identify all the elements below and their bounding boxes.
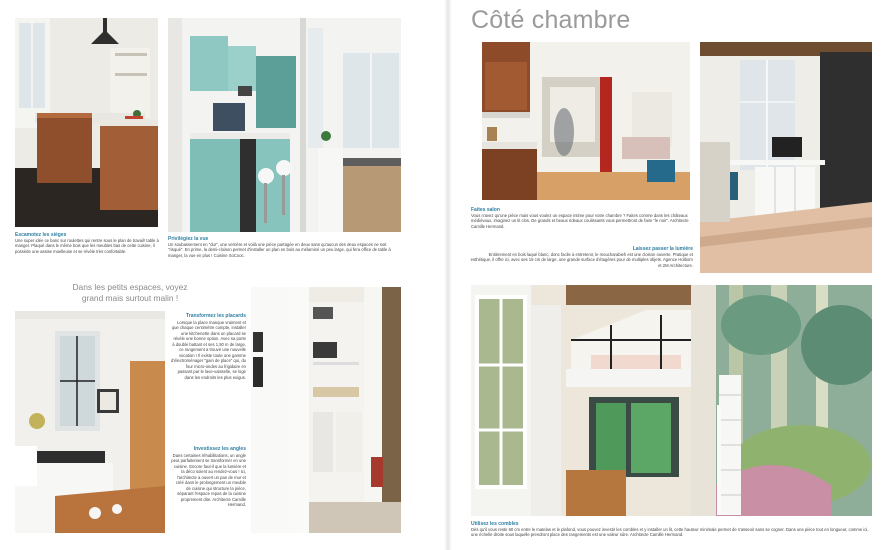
caption-text-escamoter: Une super idée ce banc sur roulettes qui rentre sous le plan de travail! table à manger. Plaqué dans le même bois que les meubles bas de cette cuisine, il possède une assise moelleuse et se révèle très confortable. <box>15 238 159 254</box>
caption-text-investir: Dans certaines réhabilitations, un angle peut parfaitement se transformer en une cuisine. Encore faut-il que la lumière et la déco soient au rendez-vous ! Ici, l'architecte a ouvert un pan de mur et créé dans le prolongement un meuble de cuisine qui structure la pièce, séparant l'espace repas de la cuisine proprement dite. Architecte Camille Hermand. <box>171 453 246 508</box>
photo-closet-kitchenette <box>251 287 401 533</box>
photo-loft-mural <box>471 285 872 516</box>
caption-title-utiliser: Utilisez les combles <box>471 521 519 527</box>
page-gutter <box>444 0 452 550</box>
caption-text-utiliser: Dès qu'il vous reste 60 cm entre le matelas et le plafond, vous pouvez investir les combles et y installer un lit, cette hauteur minimale permet de s'asseoir sans se cogner. Dans une pièce tout en longueur, comme ici, une échelle droite sous laquelle prendront place des rangements est une valeur sûre. Architecte Camille Hermand. <box>471 527 869 538</box>
caption-title-faites: Faites salon <box>471 207 500 213</box>
photo-corner-kitchen <box>15 311 165 533</box>
caption-text-transformer: Lorsque la place manque vraiment et que chaque centimètre compte, installer une kitchenette dans un placard se révèle une bonne option. Avec sa porte à double battant et ses 1,50 m de large, ce rangement a trouvé une nouvelle vocation ! Il existe toute une gamme d'électroménager "gain de place" qui, du four micro-ondes au frigidaire en passant par le lave-vaisselle, se loge dans les endroits les plus exigus. <box>170 320 246 380</box>
photo-teal-kitchen <box>168 18 401 232</box>
caption-title-laissez: Laissez passer la lumière <box>632 246 693 252</box>
caption-text-laissez: Entièrement en bois laqué blanc, donc facile à entretenir, le moucharabieh est une cloison ouverte. Pratique et esthétique, il offre ici, avec ses 15 cm de large, une grande surface d'étagères pour de multiples objets. Agence Holborn et 2M Architecture. <box>470 252 693 268</box>
caption-title-privilegier: Privilégiez la vue <box>168 236 209 242</box>
caption-text-privilegier: Un soubassement en "dur", une verrière et voilà une pièce partagée en deux sans qu'aucun des deux espaces ne soit "risqué". En prime, la demi-cloison permet d'installer un plan en bois au mélaminé un peu large, qui fera office de table à manger, la vue en plus ! Cuisine SoCooc. <box>168 242 391 258</box>
caption-text-faites: Vous n'avez qu'une pièce mais vous voulez un espace intime pour votre chambre ? Faites comme dans les châteaux médiévaux, imaginez un lit clos. De grands et beaux rideaux coulissants vous permettront de faire "le noir". Architecte Camille Hermand. <box>471 213 689 229</box>
caption-title-transformer: Transformez les placards <box>185 313 246 319</box>
caption-title-escamoter: Escamotez les sièges <box>15 232 67 238</box>
caption-title-investir: Investissez les angles <box>193 446 246 452</box>
page-title: Côté chambre <box>471 6 631 34</box>
headline: Dans les petits espaces, voyez grand mais surtout malin ! <box>72 282 188 303</box>
photo-curtain-bed <box>482 42 690 200</box>
photo-bedroom-desk <box>700 42 872 273</box>
photo-kitchen-island <box>15 18 158 227</box>
